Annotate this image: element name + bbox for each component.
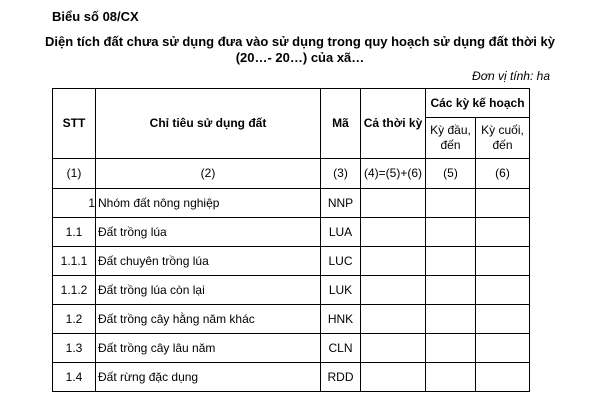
row-label: Đất trồng cây hằng năm khác bbox=[96, 305, 321, 334]
table-row bbox=[53, 305, 530, 334]
row-stt: 1.1 bbox=[53, 218, 96, 247]
table-row bbox=[53, 334, 530, 363]
row-stt: 1.1.1 bbox=[53, 247, 96, 276]
table-row bbox=[53, 247, 530, 276]
row-label: Đất chuyên trồng lúa bbox=[96, 247, 321, 276]
header-plan-periods: Các kỳ kế hoạch bbox=[426, 89, 530, 118]
table-row bbox=[53, 276, 530, 305]
header-indicator: Chỉ tiêu sử dụng đất bbox=[96, 89, 321, 159]
row-last-value bbox=[476, 218, 530, 247]
row-stt: 1.1.2 bbox=[53, 276, 96, 305]
row-stt: 1 bbox=[53, 189, 96, 218]
row-stt: 1.2 bbox=[53, 305, 96, 334]
row-whole-value bbox=[361, 276, 426, 305]
form-code: Biểu số 08/CX bbox=[52, 9, 139, 24]
row-label: Nhóm đất nông nghiệp bbox=[96, 189, 321, 218]
row-first-value bbox=[426, 189, 476, 218]
document-title: Diện tích đất chưa sử dụng đưa vào sử dụng trong quy hoạch sử dụng đất thời kỳ bbox=[45, 34, 555, 49]
row-code: LUK bbox=[321, 276, 361, 305]
row-stt: 1.4 bbox=[53, 363, 96, 392]
row-last-value bbox=[476, 363, 530, 392]
row-whole-value bbox=[361, 305, 426, 334]
document-title-period: (20…- 20…) của xã… bbox=[235, 50, 365, 65]
land-use-table bbox=[52, 88, 530, 392]
row-code: RDD bbox=[321, 363, 361, 392]
table-row bbox=[53, 189, 530, 218]
table-row bbox=[53, 218, 530, 247]
row-whole-value bbox=[361, 247, 426, 276]
column-number: (5) bbox=[426, 159, 476, 189]
row-first-value bbox=[426, 247, 476, 276]
header-stt: STT bbox=[53, 89, 96, 159]
header-last-period: Kỳ cuối, đến bbox=[476, 118, 530, 159]
row-whole-value bbox=[361, 363, 426, 392]
row-label: Đất trồng lúa còn lại bbox=[96, 276, 321, 305]
unit-label: Đơn vị tính: ha bbox=[472, 69, 550, 83]
row-label: Đất trồng cây lâu năm bbox=[96, 334, 321, 363]
row-label: Đất rừng đặc dụng bbox=[96, 363, 321, 392]
row-code: HNK bbox=[321, 305, 361, 334]
header-first-period: Kỳ đầu, đến bbox=[426, 118, 476, 159]
row-whole-value bbox=[361, 218, 426, 247]
row-label: Đất trồng lúa bbox=[96, 218, 321, 247]
row-last-value bbox=[476, 276, 530, 305]
header-whole-period: Cả thời kỳ bbox=[361, 89, 426, 159]
column-number: (3) bbox=[321, 159, 361, 189]
row-first-value bbox=[426, 276, 476, 305]
row-first-value bbox=[426, 305, 476, 334]
row-first-value bbox=[426, 334, 476, 363]
row-code: CLN bbox=[321, 334, 361, 363]
table-row bbox=[53, 363, 530, 392]
row-stt: 1.3 bbox=[53, 334, 96, 363]
row-first-value bbox=[426, 363, 476, 392]
header-code: Mã bbox=[321, 89, 361, 159]
column-number: (2) bbox=[96, 159, 321, 189]
column-number: (1) bbox=[53, 159, 96, 189]
row-last-value bbox=[476, 247, 530, 276]
row-code: NNP bbox=[321, 189, 361, 218]
column-number: (4)=(5)+(6) bbox=[361, 159, 426, 189]
row-whole-value bbox=[361, 334, 426, 363]
column-number-row bbox=[53, 159, 530, 189]
row-last-value bbox=[476, 334, 530, 363]
row-code: LUC bbox=[321, 247, 361, 276]
row-last-value bbox=[476, 305, 530, 334]
column-number: (6) bbox=[476, 159, 530, 189]
row-first-value bbox=[426, 218, 476, 247]
row-whole-value bbox=[361, 189, 426, 218]
row-code: LUA bbox=[321, 218, 361, 247]
row-last-value bbox=[476, 189, 530, 218]
